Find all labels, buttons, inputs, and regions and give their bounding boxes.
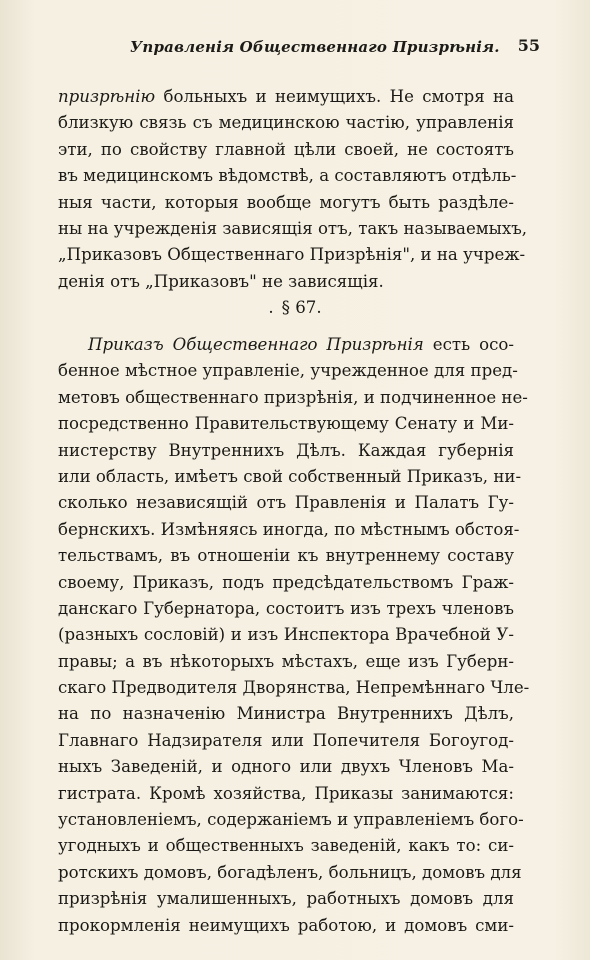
text-line: ныхъ Заведеній, и одного или двухъ Членовъ Ма- (58, 757, 514, 777)
text-line: метовъ общественнаго призрѣнія, и подчиненное не- (58, 387, 528, 407)
page-number: 55 (517, 36, 540, 55)
text-line: прокормленія неимущихъ работою, и домовъ сми- (58, 915, 514, 935)
text-line: тельствамъ, въ отношеніи къ внутреннему составу (58, 546, 514, 566)
text-line: угодныхъ и общественныхъ заведеній, какъ то: си- (58, 836, 514, 856)
text-line: или область, имѣетъ свой собственный Приказъ, ни- (58, 466, 522, 486)
text-line: денія отъ „Приказовъ" не зависящія. (58, 271, 384, 291)
italic-term: призрѣнію (58, 87, 156, 106)
text-line: данскаго Губернатора, состоитъ изъ трехъ членовъ (58, 598, 514, 618)
text-line: посредственно Правительствующему Сенату и Ми- (58, 414, 514, 434)
running-title: Управленія Общественнаго Призрѣнія. (130, 38, 500, 56)
text-line: сколько независящій отъ Правленія и Палатъ Гу- (58, 493, 514, 513)
section-number: § 67. (281, 298, 322, 317)
text-line: ротскихъ домовъ, богадѣленъ, больницъ, домовъ для (58, 862, 522, 882)
text-line: призрѣнія умалишенныхъ, работныхъ домовъ для (58, 889, 514, 909)
paragraph-2 (58, 332, 530, 939)
paragraph-1 (58, 84, 528, 295)
text-line: бенное мѣстное управленіе, учрежденное для пред- (58, 361, 518, 381)
section-dot: . (268, 298, 274, 317)
italic-term: Приказъ Общественнаго Призрѣнія (88, 335, 424, 354)
text-line: Главнаго Надзирателя или Попечителя Богоугод- (58, 730, 514, 750)
text-line: близкую связь съ медицинскою частію, управленія (58, 113, 514, 133)
text-line: правы; а въ нѣкоторыхъ мѣстахъ, еще изъ Губерн- (58, 651, 514, 671)
text-line: установленіемъ, содержаніемъ и управленіемъ бого- (58, 810, 524, 830)
text-line: гистрата. Кромѣ хозяйства, Приказы занимаются: (58, 783, 514, 803)
text-line: скаго Предводителя Дворянства, Непремѣннаго Чле- (58, 678, 530, 698)
text-line: эти, по свойству главной цѣли своей, не состоятъ (58, 139, 514, 159)
text-line: на по назначенію Министра Внутреннихъ Дѣлъ, (58, 704, 514, 724)
text-line: ныя части, которыя вообще могутъ быть раздѣле- (58, 192, 514, 212)
text-line: своему, Приказъ, подъ предсѣдательствомъ Граж- (58, 572, 514, 592)
text-line: „Приказовъ Общественнаго Призрѣнія", и на учреж- (58, 245, 526, 265)
text-line: нистерству Внутреннихъ Дѣлъ. Каждая губернія (58, 440, 514, 460)
text-fragment: больныхъ и неимущихъ. Не смотря на (155, 87, 514, 106)
text-line: въ медицинскомъ вѣдомствѣ, а составляютъ отдѣль- (58, 166, 517, 186)
text-line: бернскихъ. Измѣняясь иногда, по мѣстнымъ обстоя- (58, 519, 520, 539)
text-line (58, 332, 514, 358)
text-fragment: есть осо- (423, 335, 514, 354)
running-header (60, 36, 550, 58)
text-line (58, 84, 514, 110)
section-heading (0, 298, 590, 317)
text-line: ны на учрежденія зависящія отъ, такъ называемыхъ, (58, 218, 528, 238)
text-line: (разныхъ сословій) и изъ Инспектора Врачебной У- (58, 625, 514, 645)
